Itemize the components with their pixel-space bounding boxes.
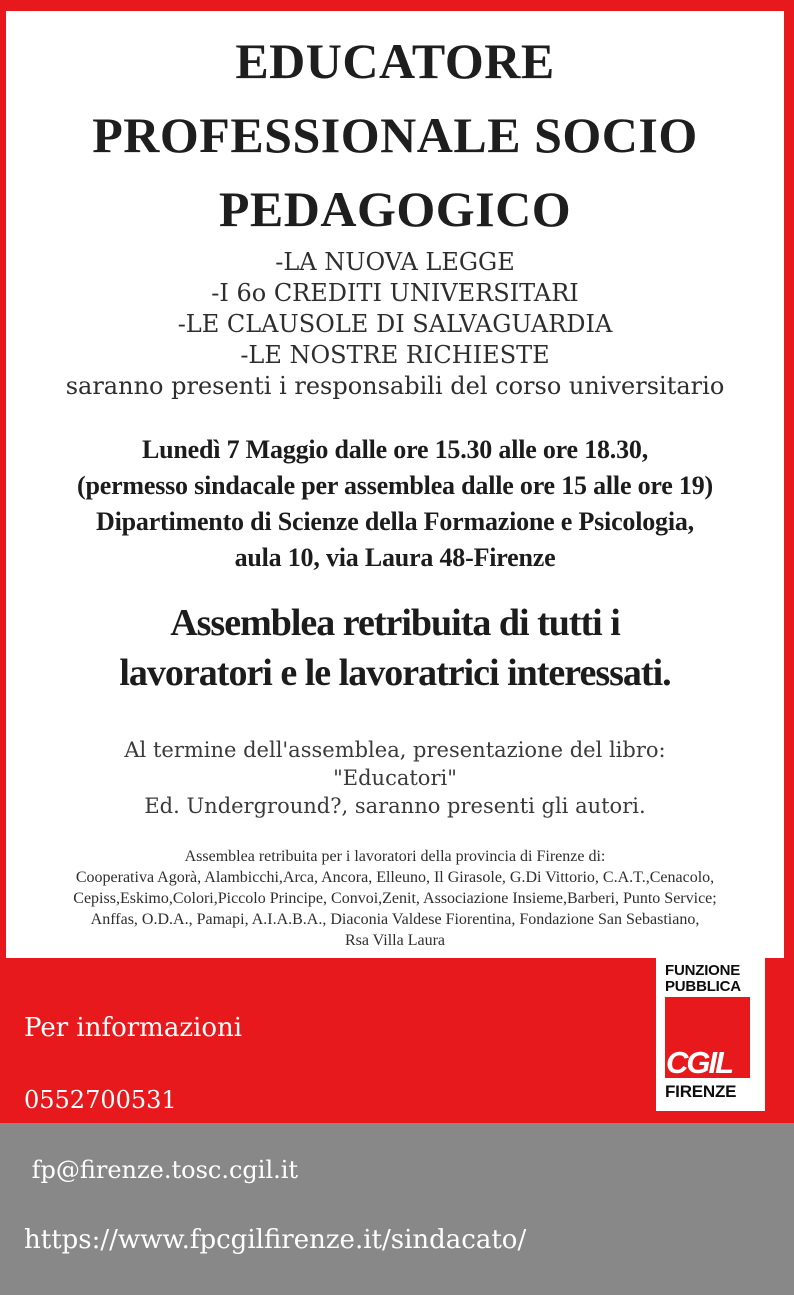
footer-band — [0, 958, 794, 1255]
participants-intro: Assemblea retribuita per i lavoratori della provincia di Firenze di: — [184, 848, 606, 865]
event-datetime: Lunedì 7 Maggio dalle ore 15.30 alle ore 18.30, — [141, 435, 648, 464]
title-line: PEDAGOGICO — [218, 181, 572, 237]
logo-org-name — [665, 963, 765, 994]
event-details — [6, 432, 784, 576]
assembly-headline — [6, 598, 784, 698]
participants-line: Cooperativa Agorà, Alambicchi,Arca, Ancora, Elleuno, Il Girasole, G.Di Vittorio, C.A.T.,Cenacolo, — [75, 869, 715, 886]
agenda-item: -I 6o CREDITI UNIVERSITARI — [211, 279, 579, 307]
headline-line: lavoratori e le lavoratrici interessati. — [119, 652, 671, 694]
contact-heading: Per informazioni — [24, 1013, 243, 1043]
agenda-list — [6, 247, 784, 402]
event-permit: (permesso sindacale per assemblea dalle ore 15 alle ore 19) — [77, 471, 713, 500]
participants-line: Cepiss,Eskimo,Colori,Piccolo Principe, Convoi,Zenit, Associazione Insieme,Barberi, Punto Service; — [73, 890, 717, 907]
title-line: EDUCATORE — [235, 33, 555, 89]
flyer-content — [6, 11, 784, 951]
logo-org-line: PUBBLICA — [665, 977, 741, 995]
cgil-acronym: CGIL — [666, 1045, 733, 1080]
book-presentation — [6, 736, 784, 820]
book-title: "Educatori" — [333, 766, 457, 790]
contact-block — [24, 972, 526, 1295]
logo-org-line: FUNZIONE — [665, 962, 741, 979]
contact-email-link[interactable]: fp@firenze.tosc.cgil.it — [24, 1156, 299, 1184]
title-line: PROFESSIONALE SOCIO — [92, 107, 698, 163]
event-address: aula 10, via Laura 48-Firenze — [234, 543, 556, 572]
contact-phone: 0552700531 — [24, 1086, 177, 1114]
participants-section — [6, 846, 784, 951]
flyer-title — [6, 24, 784, 246]
agenda-item: -LE CLAUSOLE DI SALVAGUARDIA — [177, 310, 613, 338]
agenda-note: saranno presenti i responsabili del corso universitario — [65, 372, 725, 400]
agenda-item: -LA NUOVA LEGGE — [275, 248, 515, 276]
participants-line: Anffas, O.D.A., Pamapi, A.I.A.B.A., Diaconia Valdese Fiorentina, Fondazione San Sebastiano, — [90, 911, 700, 928]
participants-line: Rsa Villa Laura — [344, 932, 446, 949]
headline-line: Assemblea retribuita di tutti i — [170, 602, 620, 644]
cgil-red-square — [665, 997, 750, 1078]
cgil-logo — [656, 955, 765, 1114]
book-intro: Al termine dell'assemblea, presentazione del libro: — [124, 738, 666, 762]
agenda-item: -LE NOSTRE RICHIESTE — [240, 341, 550, 369]
event-location: Dipartimento di Scienze della Formazione e Psicologia, — [96, 507, 694, 536]
logo-city: FIRENZE — [665, 1082, 737, 1101]
book-publisher: Ed. Underground?, saranno presenti gli autori. — [144, 794, 646, 818]
contact-url-link[interactable]: https://www.fpcgilfirenze.it/sindacato/ — [24, 1225, 527, 1255]
